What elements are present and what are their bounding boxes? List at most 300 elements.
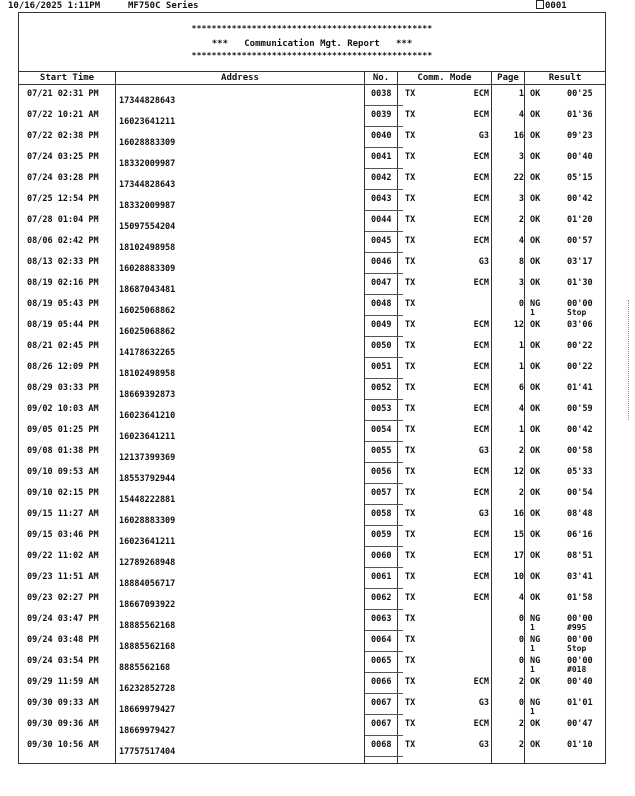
row-address: 18884056717 (119, 579, 176, 589)
row-duration: 00'57 (567, 236, 593, 246)
row-duration: 01'01 (567, 698, 593, 708)
row-address: 18669392873 (119, 390, 176, 400)
row-page-count: 4 (518, 110, 524, 120)
row-result: OK (530, 425, 541, 435)
row-page-count: 0 (518, 698, 524, 708)
stars-bottom: ************************************************ (191, 51, 433, 60)
row-duration: 05'15 (567, 173, 593, 183)
column-header-no: No. (365, 71, 398, 85)
row-start-time: 07/24 03:28 PM (27, 173, 99, 183)
row-address: 18669979427 (119, 705, 176, 715)
row-result: OK (530, 152, 541, 162)
row-duration: 01'41 (567, 383, 593, 393)
title-left-stars: *** (211, 39, 228, 49)
row-page-count: 6 (518, 383, 524, 393)
row-number: 0068 (371, 740, 392, 750)
row-tx: TX (405, 446, 416, 456)
row-address: 18102498958 (119, 243, 176, 253)
row-tx: TX (405, 425, 416, 435)
table-row (19, 526, 605, 547)
row-duration: 00'40 (567, 677, 593, 687)
row-result-note: Stop (567, 644, 587, 653)
table-row (19, 442, 605, 463)
row-result: OK (530, 320, 541, 330)
row-start-time: 07/28 01:04 PM (27, 215, 99, 225)
row-comm-mode: ECM (473, 719, 489, 729)
row-number: 0064 (371, 635, 392, 645)
table-row (19, 211, 605, 232)
row-address: 16025068862 (119, 327, 176, 337)
page-code-number: 0001 (545, 1, 567, 11)
row-number: 0056 (371, 467, 392, 477)
row-duration: 03'41 (567, 572, 593, 582)
row-tx: TX (405, 467, 416, 477)
row-tx: TX (405, 509, 416, 519)
row-tx: TX (405, 320, 416, 330)
row-result-detail: 1 (530, 644, 535, 653)
row-start-time: 09/15 11:27 AM (27, 509, 99, 519)
row-start-time: 08/29 03:33 PM (27, 383, 99, 393)
row-start-time: 09/22 11:02 AM (27, 551, 99, 561)
row-result: OK (530, 404, 541, 414)
row-comm-mode: ECM (473, 320, 489, 330)
row-result: OK (530, 383, 541, 393)
row-address: 18102498958 (119, 369, 176, 379)
row-result: OK (530, 593, 541, 603)
row-duration: 00'54 (567, 488, 593, 498)
row-address: 16025068862 (119, 306, 176, 316)
table-row (19, 169, 605, 190)
row-result: OK (530, 362, 541, 372)
row-number: 0060 (371, 551, 392, 561)
row-tx: TX (405, 677, 416, 687)
row-number: 0047 (371, 278, 392, 288)
row-duration: 01'10 (567, 740, 593, 750)
table-row (19, 106, 605, 127)
row-tx: TX (405, 236, 416, 246)
row-address: 8885562168 (119, 663, 171, 673)
table-row (19, 568, 605, 589)
table-row (19, 148, 605, 169)
row-page-count: 0 (518, 299, 524, 309)
row-address: 14178632265 (119, 348, 176, 358)
row-comm-mode: G3 (478, 698, 489, 708)
row-address: 18553792944 (119, 474, 176, 484)
edge-marks (628, 300, 630, 420)
row-page-count: 1 (518, 362, 524, 372)
row-comm-mode: ECM (473, 341, 489, 351)
row-page-count: 1 (518, 89, 524, 99)
table-row (19, 316, 605, 337)
row-start-time: 08/26 12:09 PM (27, 362, 99, 372)
table-row (19, 127, 605, 148)
row-duration: 01'58 (567, 593, 593, 603)
row-address: 16028883309 (119, 264, 176, 274)
row-address: 12789268948 (119, 558, 176, 568)
row-duration: 03'17 (567, 257, 593, 267)
row-start-time: 08/19 02:16 PM (27, 278, 99, 288)
row-comm-mode: G3 (478, 257, 489, 267)
table-row (19, 421, 605, 442)
row-address: 12137399369 (119, 453, 176, 463)
row-duration: 01'30 (567, 278, 593, 288)
row-page-count: 16 (513, 509, 524, 519)
row-number: 0045 (371, 236, 392, 246)
row-comm-mode: ECM (473, 215, 489, 225)
row-tx: TX (405, 383, 416, 393)
row-result: OK (530, 551, 541, 561)
row-page-count: 3 (518, 152, 524, 162)
row-page-count: 22 (513, 173, 524, 183)
title-right-stars: *** (396, 39, 413, 49)
row-page-count: 8 (518, 257, 524, 267)
row-page-count: 16 (513, 131, 524, 141)
page-code (536, 0, 567, 11)
row-result: OK (530, 509, 541, 519)
row-number: 0048 (371, 299, 392, 309)
table-row (19, 253, 605, 274)
row-tx: TX (405, 299, 416, 309)
table-row (19, 694, 605, 715)
row-tx: TX (405, 341, 416, 351)
row-start-time: 09/29 11:59 AM (27, 677, 99, 687)
row-number: 0063 (371, 614, 392, 624)
row-result: OK (530, 467, 541, 477)
row-result: OK (530, 677, 541, 687)
row-page-count: 2 (518, 215, 524, 225)
row-comm-mode: ECM (473, 425, 489, 435)
row-comm-mode: ECM (473, 89, 489, 99)
row-number: 0044 (371, 215, 392, 225)
row-number: 0059 (371, 530, 392, 540)
row-number: 0052 (371, 383, 392, 393)
row-start-time: 09/24 03:54 PM (27, 656, 99, 666)
row-comm-mode: ECM (473, 152, 489, 162)
row-address: 18669979427 (119, 726, 176, 736)
row-result: OK (530, 173, 541, 183)
row-page-count: 0 (518, 614, 524, 624)
row-number: 0050 (371, 341, 392, 351)
row-start-time: 09/02 10:03 AM (27, 404, 99, 414)
row-start-time: 08/13 02:33 PM (27, 257, 99, 267)
table-row (19, 673, 605, 694)
row-comm-mode: ECM (473, 383, 489, 393)
row-result: OK (530, 530, 541, 540)
column-header-comm-mode: Comm. Mode (398, 71, 492, 85)
row-duration: 03'06 (567, 320, 593, 330)
row-address: 16232852728 (119, 684, 176, 694)
row-tx: TX (405, 656, 416, 666)
table-row (19, 337, 605, 358)
table-row (19, 463, 605, 484)
row-tx: TX (405, 215, 416, 225)
row-number: 0062 (371, 593, 392, 603)
row-start-time: 08/06 02:42 PM (27, 236, 99, 246)
row-tx: TX (405, 488, 416, 498)
row-duration: 00'00 (567, 656, 593, 666)
row-page-count: 2 (518, 719, 524, 729)
row-tx: TX (405, 278, 416, 288)
row-number: 0067 (371, 719, 392, 729)
row-number: 0042 (371, 173, 392, 183)
row-tx: TX (405, 614, 416, 624)
row-address: 18687043481 (119, 285, 176, 295)
row-duration: 08'51 (567, 551, 593, 561)
row-tx: TX (405, 719, 416, 729)
row-address: 16023641210 (119, 411, 176, 421)
row-address: 18332009987 (119, 159, 176, 169)
row-result-note: Stop (567, 308, 587, 317)
row-page-count: 12 (513, 467, 524, 477)
row-comm-mode: ECM (473, 467, 489, 477)
row-address: 15448222881 (119, 495, 176, 505)
row-page-count: 2 (518, 488, 524, 498)
row-address: 16028883309 (119, 138, 176, 148)
report-rows (19, 85, 605, 757)
row-tx: TX (405, 362, 416, 372)
table-row (19, 379, 605, 400)
table-row (19, 85, 605, 106)
row-result: OK (530, 278, 541, 288)
column-header-page: Page (492, 71, 525, 85)
row-result: NG (530, 635, 541, 645)
row-address: 18885562168 (119, 621, 176, 631)
row-tx: TX (405, 194, 416, 204)
row-result-note: #995 (567, 623, 587, 632)
row-number: 0051 (371, 362, 392, 372)
column-header-start-time: Start Time (19, 71, 116, 85)
row-tx: TX (405, 89, 416, 99)
row-tx: TX (405, 530, 416, 540)
table-row (19, 736, 605, 757)
row-page-count: 3 (518, 194, 524, 204)
row-duration: 00'40 (567, 152, 593, 162)
row-comm-mode: ECM (473, 593, 489, 603)
row-comm-mode: ECM (473, 677, 489, 687)
stars-top: ************************************************ (191, 24, 433, 33)
row-result-detail: 1 (530, 623, 535, 632)
row-comm-mode: ECM (473, 236, 489, 246)
row-address: 17344828643 (119, 180, 176, 190)
row-address: 18332009987 (119, 201, 176, 211)
table-row (19, 358, 605, 379)
row-start-time: 08/19 05:44 PM (27, 320, 99, 330)
row-page-count: 4 (518, 404, 524, 414)
row-result: OK (530, 446, 541, 456)
row-start-time: 09/23 11:51 AM (27, 572, 99, 582)
row-start-time: 07/25 12:54 PM (27, 194, 99, 204)
row-comm-mode: G3 (478, 446, 489, 456)
row-start-time: 07/21 02:31 PM (27, 89, 99, 99)
row-start-time: 09/05 01:25 PM (27, 425, 99, 435)
row-start-time: 09/24 03:48 PM (27, 635, 99, 645)
row-start-time: 09/10 02:15 PM (27, 488, 99, 498)
row-address: 16023641211 (119, 117, 176, 127)
table-row (19, 631, 605, 652)
row-page-count: 2 (518, 677, 524, 687)
row-start-time: 07/22 10:21 AM (27, 110, 99, 120)
row-number: 0061 (371, 572, 392, 582)
row-tx: TX (405, 593, 416, 603)
row-comm-mode: ECM (473, 173, 489, 183)
row-duration: 00'00 (567, 635, 593, 645)
row-address: 18885562168 (119, 642, 176, 652)
row-comm-mode: ECM (473, 488, 489, 498)
row-number: 0065 (371, 656, 392, 666)
row-result: NG (530, 656, 541, 666)
table-row (19, 400, 605, 421)
row-tx: TX (405, 110, 416, 120)
row-result-detail: 1 (530, 707, 535, 716)
row-page-count: 0 (518, 656, 524, 666)
row-result: OK (530, 110, 541, 120)
row-start-time: 09/30 09:33 AM (27, 698, 99, 708)
row-number: 0057 (371, 488, 392, 498)
row-duration: 06'16 (567, 530, 593, 540)
row-page-count: 17 (513, 551, 524, 561)
row-duration: 00'59 (567, 404, 593, 414)
row-tx: TX (405, 257, 416, 267)
row-tx: TX (405, 173, 416, 183)
table-row (19, 274, 605, 295)
table-row (19, 715, 605, 736)
row-comm-mode: ECM (473, 194, 489, 204)
row-duration: 05'33 (567, 467, 593, 477)
row-page-count: 4 (518, 593, 524, 603)
row-address: 18667093922 (119, 600, 176, 610)
row-comm-mode: ECM (473, 404, 489, 414)
row-result: OK (530, 740, 541, 750)
row-result: OK (530, 341, 541, 351)
row-result-note: #018 (567, 665, 587, 674)
row-page-count: 2 (518, 740, 524, 750)
row-comm-mode: ECM (473, 110, 489, 120)
table-row (19, 484, 605, 505)
row-page-count: 2 (518, 446, 524, 456)
row-result: OK (530, 236, 541, 246)
row-page-count: 12 (513, 320, 524, 330)
row-number: 0040 (371, 131, 392, 141)
row-result: OK (530, 488, 541, 498)
row-start-time: 09/30 09:36 AM (27, 719, 99, 729)
row-number: 0066 (371, 677, 392, 687)
row-comm-mode: ECM (473, 551, 489, 561)
row-address: 16028883309 (119, 516, 176, 526)
row-start-time: 07/22 02:38 PM (27, 131, 99, 141)
row-address: 17757517404 (119, 747, 176, 757)
row-number: 0049 (371, 320, 392, 330)
row-duration: 01'36 (567, 110, 593, 120)
table-row (19, 190, 605, 211)
row-start-time: 09/08 01:38 PM (27, 446, 99, 456)
row-page-count: 1 (518, 425, 524, 435)
table-row (19, 610, 605, 631)
row-tx: TX (405, 152, 416, 162)
row-duration: 00'58 (567, 446, 593, 456)
row-result: OK (530, 194, 541, 204)
row-tx: TX (405, 404, 416, 414)
row-tx: TX (405, 131, 416, 141)
row-start-time: 08/21 02:45 PM (27, 341, 99, 351)
row-result: OK (530, 89, 541, 99)
row-duration: 00'47 (567, 719, 593, 729)
row-address: 16023641211 (119, 432, 176, 442)
row-number: 0055 (371, 446, 392, 456)
row-number: 0039 (371, 110, 392, 120)
row-page-count: 0 (518, 635, 524, 645)
row-result: OK (530, 719, 541, 729)
row-start-time: 07/24 03:25 PM (27, 152, 99, 162)
title-box (19, 13, 605, 72)
row-comm-mode: G3 (478, 509, 489, 519)
row-number: 0046 (371, 257, 392, 267)
table-row (19, 589, 605, 610)
row-tx: TX (405, 635, 416, 645)
table-row (19, 652, 605, 673)
table-row (19, 232, 605, 253)
row-duration: 08'48 (567, 509, 593, 519)
column-header-result: Result (548, 73, 582, 83)
row-number: 0041 (371, 152, 392, 162)
row-duration: 09'23 (567, 131, 593, 141)
report-title-line (19, 39, 605, 49)
row-comm-mode: ECM (473, 572, 489, 582)
row-duration: 00'00 (567, 299, 593, 309)
column-header-address: Address (116, 71, 365, 85)
row-result: OK (530, 131, 541, 141)
row-number: 0053 (371, 404, 392, 414)
report-frame (18, 12, 606, 764)
row-start-time: 08/19 05:43 PM (27, 299, 99, 309)
row-tx: TX (405, 740, 416, 750)
row-result: NG (530, 299, 541, 309)
row-page-count: 3 (518, 278, 524, 288)
row-duration: 00'42 (567, 425, 593, 435)
row-page-count: 10 (513, 572, 524, 582)
row-tx: TX (405, 551, 416, 561)
row-address: 16023641211 (119, 537, 176, 547)
printer-model: MF750C Series (128, 1, 199, 11)
table-row (19, 547, 605, 568)
row-number: 0043 (371, 194, 392, 204)
row-number: 0038 (371, 89, 392, 99)
row-tx: TX (405, 572, 416, 582)
row-page-count: 1 (518, 341, 524, 351)
row-comm-mode: ECM (473, 530, 489, 540)
row-duration: 01'20 (567, 215, 593, 225)
row-page-count: 15 (513, 530, 524, 540)
row-result: OK (530, 572, 541, 582)
row-start-time: 09/30 10:56 AM (27, 740, 99, 750)
row-start-time: 09/15 03:46 PM (27, 530, 99, 540)
row-duration: 00'42 (567, 194, 593, 204)
row-result-detail: 1 (530, 308, 535, 317)
row-start-time: 09/10 09:53 AM (27, 467, 99, 477)
row-start-time: 09/23 02:27 PM (27, 593, 99, 603)
row-result: OK (530, 257, 541, 267)
row-address: 17344828643 (119, 96, 176, 106)
row-result-detail: 1 (530, 665, 535, 674)
row-comm-mode: G3 (478, 131, 489, 141)
row-number: 0058 (371, 509, 392, 519)
report-title: Communication Mgt. Report (244, 39, 380, 49)
row-result: NG (530, 698, 541, 708)
row-duration: 00'00 (567, 614, 593, 624)
row-page-count: 4 (518, 236, 524, 246)
row-number: 0054 (371, 425, 392, 435)
row-comm-mode: G3 (478, 740, 489, 750)
row-result: OK (530, 215, 541, 225)
